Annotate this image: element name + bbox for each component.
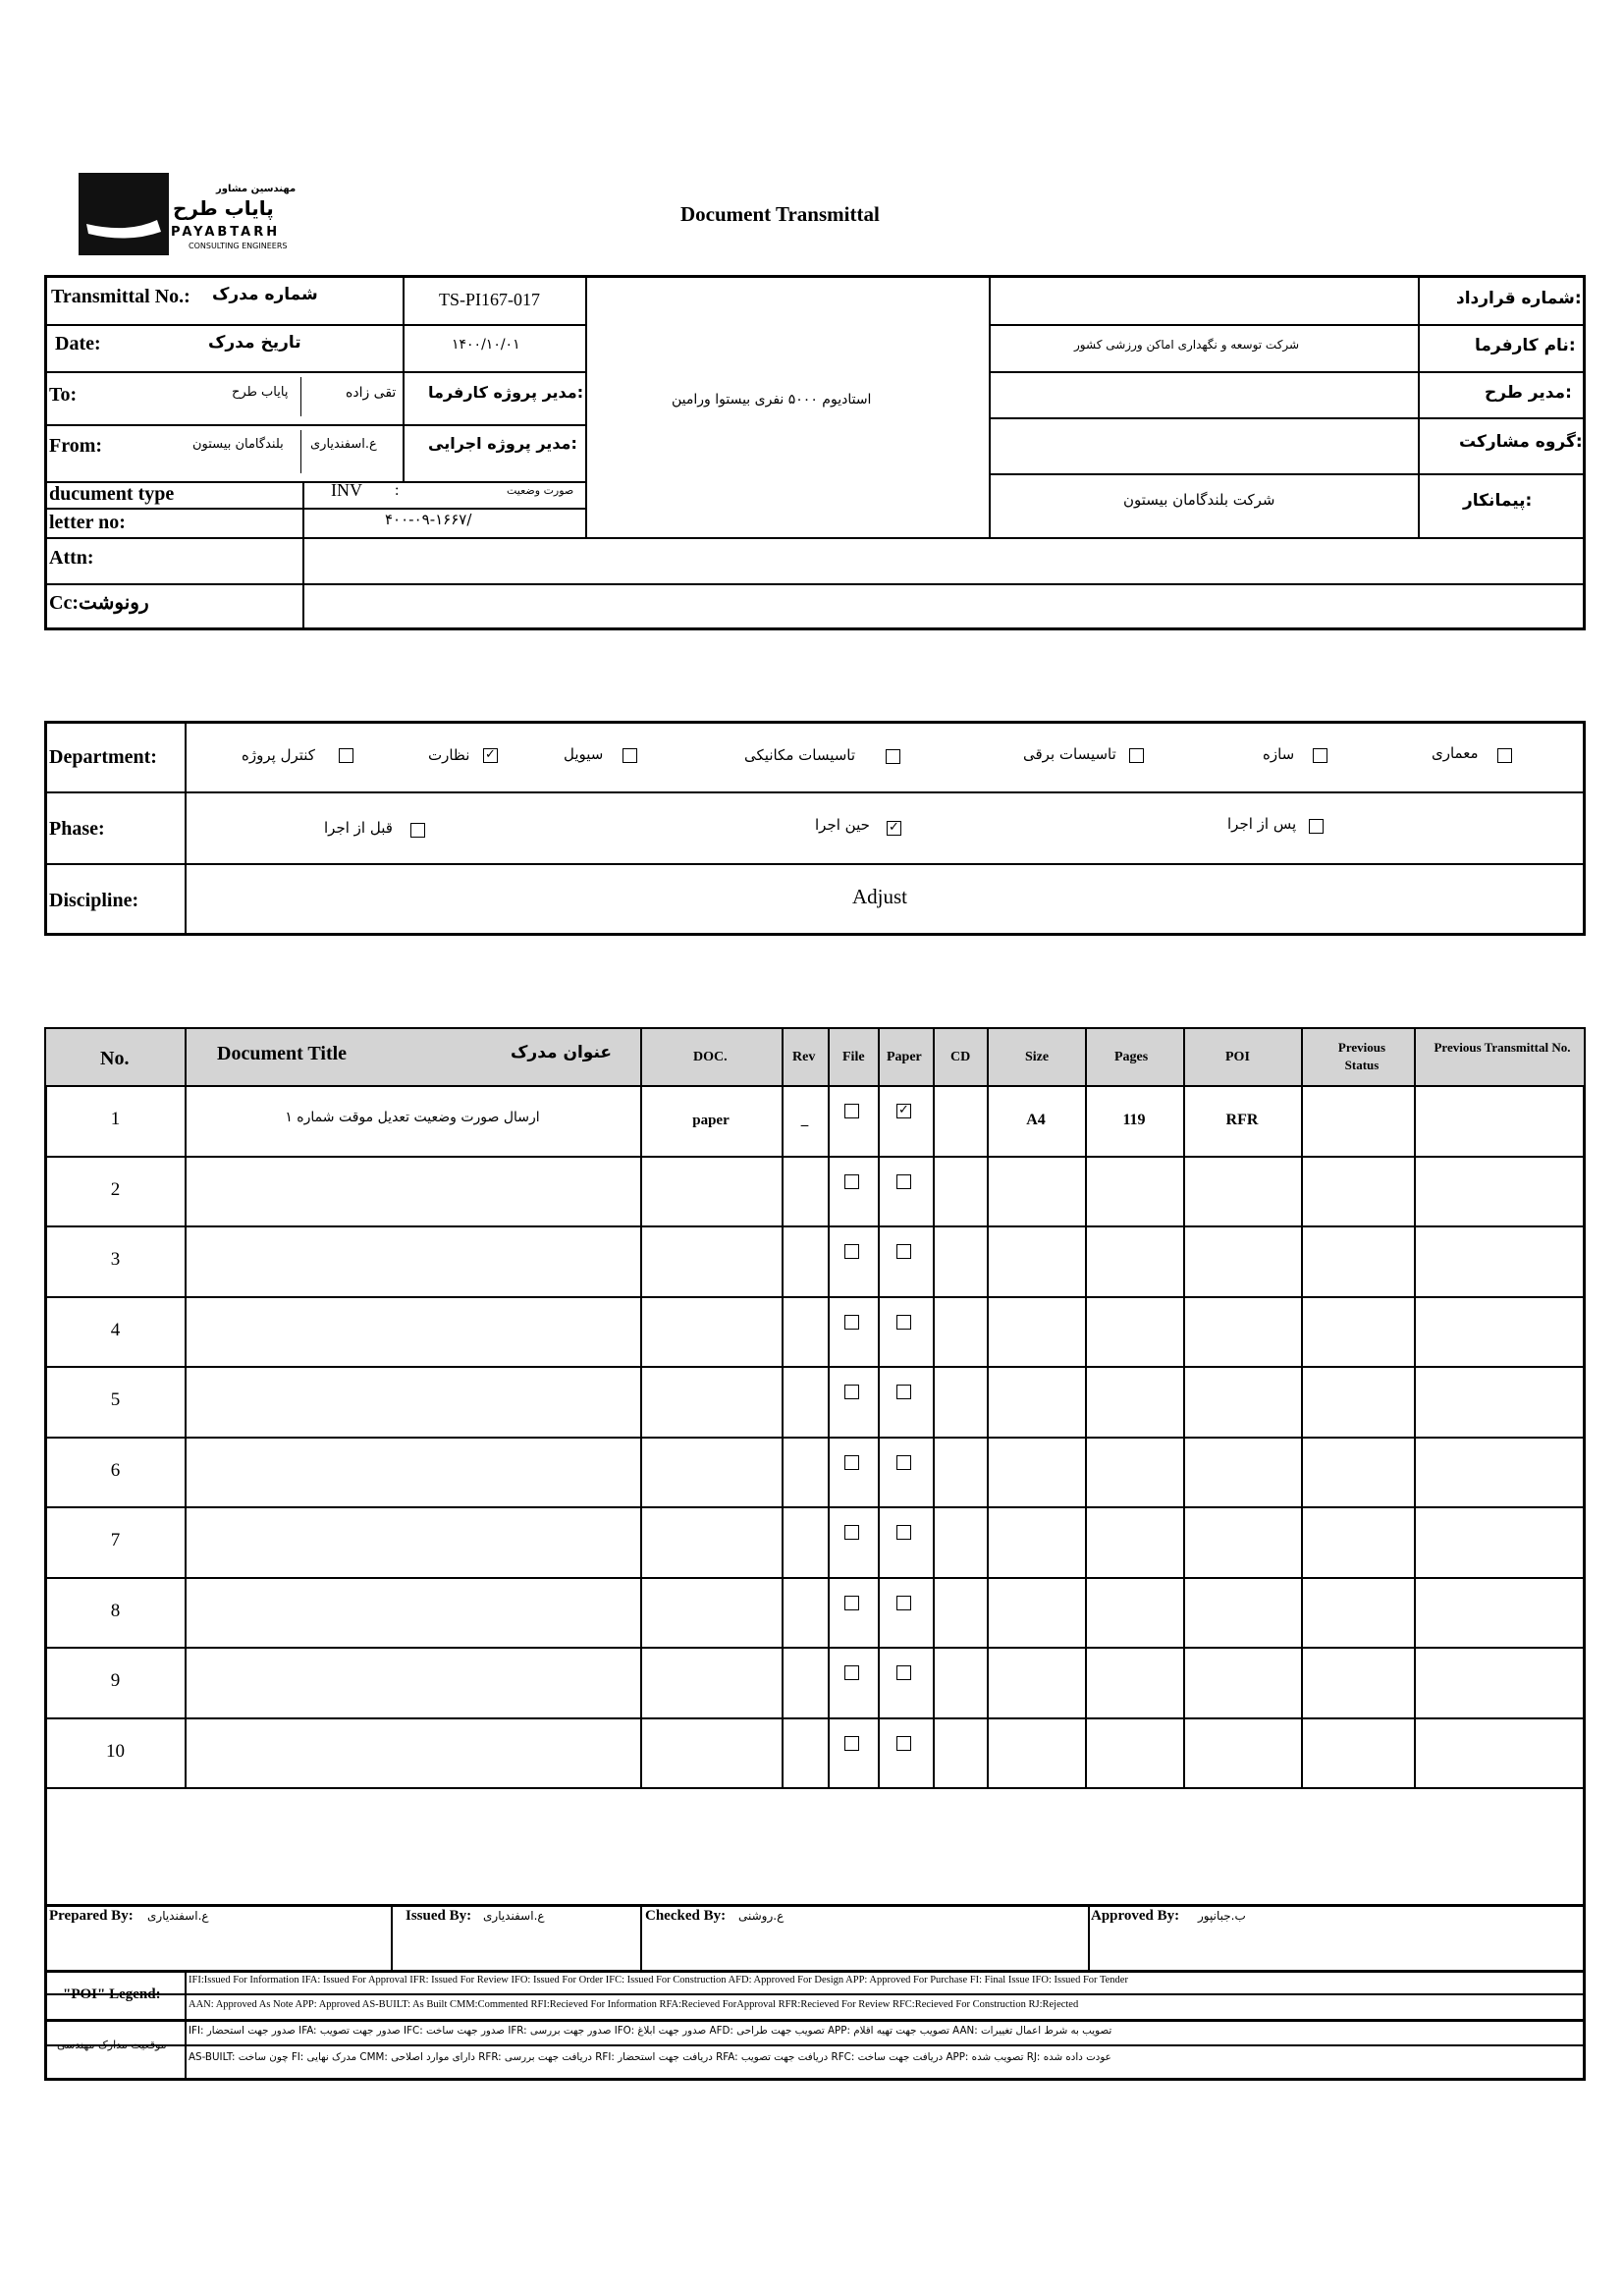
partner-label: گروه مشارکت:	[1459, 432, 1583, 452]
legend-fa-label: موقعیت مدارک مهندسی	[57, 2039, 167, 2051]
dept-label-supervision: نظارت	[428, 746, 470, 764]
department-label: Department:	[49, 746, 157, 768]
document-table	[44, 1027, 1586, 2081]
dept-checkbox-civil[interactable]	[623, 748, 637, 763]
phase-label-during: حین اجرا	[815, 816, 870, 834]
contractor-value: شرکت بلندگامان بیستون	[1123, 491, 1275, 509]
paper-checkbox[interactable]	[896, 1736, 911, 1751]
project-name: استادیوم ۵۰۰۰ نفری بیستوا ورامین	[672, 392, 872, 408]
dept-label-structure: سازه	[1263, 745, 1295, 763]
cell-no: 2	[110, 1178, 121, 1200]
header-size: Size	[1025, 1050, 1050, 1064]
discipline-value: Adjust	[852, 885, 908, 908]
header-no: No.	[100, 1048, 130, 1069]
cell-size: A4	[1026, 1112, 1046, 1129]
legend-label: "POI" Legend:	[63, 1986, 161, 2002]
cell-no: 9	[110, 1670, 121, 1692]
transmittal-label-fa: شماره مدرک	[212, 285, 318, 304]
file-checkbox[interactable]	[844, 1455, 859, 1470]
paper-checkbox[interactable]	[896, 1596, 911, 1610]
file-checkbox[interactable]	[844, 1525, 859, 1540]
prepared-label: Prepared By:	[49, 1908, 134, 1924]
doc-type-colon: :	[395, 482, 400, 499]
contractor-label: پیمانکار:	[1463, 491, 1533, 511]
paper-checkbox[interactable]	[896, 1455, 911, 1470]
checked-label: Checked By:	[645, 1908, 727, 1924]
cell-no: 8	[110, 1600, 121, 1621]
paper-checkbox[interactable]	[896, 1665, 911, 1680]
header-title-en: Document Title	[217, 1043, 348, 1064]
legend-line-3: IFI: صدور جهت استحضار IFA: صدور جهت تصویب IFC: صدور جهت ساخت IFR: صدور جهت بررسی IFO: صدور جهت ابلاغ AFD: تصویب جهت طراحی APP: تصویب جهت تهیه اقلام AAN: تصویب به شرط اعمال تغییرات	[189, 2025, 1112, 2037]
cc-label: Cc:رونوشت	[49, 592, 149, 614]
date-value: ۱۴۰۰/۱۰/۰۱	[452, 337, 520, 353]
logo-fa-name: پایاب طرح	[173, 196, 274, 220]
dept-label-project-control: کنترل پروژه	[242, 746, 315, 764]
header-paper: Paper	[887, 1050, 922, 1064]
paper-checkbox[interactable]	[896, 1385, 911, 1399]
prepared-value: ع.اسفندیاری	[147, 1909, 209, 1923]
file-checkbox[interactable]	[844, 1104, 859, 1118]
cell-no: 4	[110, 1319, 121, 1340]
to-person: تقی زاده	[346, 385, 397, 401]
cell-no: 5	[110, 1389, 121, 1411]
cell-no: 1	[110, 1109, 121, 1130]
attn-label: Attn:	[49, 547, 94, 569]
header-rev: Rev	[792, 1050, 816, 1064]
logo-en-sub: CONSULTING ENGINEERS	[189, 242, 288, 250]
dept-checkbox-structure[interactable]	[1313, 748, 1327, 763]
header-pages: Pages	[1114, 1050, 1149, 1064]
logo-en-name: PAYABTARH	[171, 225, 281, 240]
to-company: پایاب طرح	[232, 385, 289, 400]
dept-checkbox-supervision[interactable]: ✓	[483, 748, 498, 763]
file-checkbox[interactable]	[844, 1665, 859, 1680]
logo-fa-top: مهندسین مشاور	[216, 184, 297, 194]
phase-label-before: قبل از اجرا	[324, 819, 393, 837]
contract-no-label: شماره قرارداد:	[1456, 289, 1582, 308]
transmittal-label: Transmittal No.:	[51, 286, 190, 307]
checked-value: ع.روشنی	[738, 1909, 785, 1923]
legend-line-4: AS-BUILT: چون ساخت FI: مدرک نهایی CMM: دارای موارد اصلاحی RFR: دریافت جهت بررسی RFI: دریافت جهت استحضار RFA: دریافت جهت تصویب RFC: دریافت جهت ساخت APP: تصویب شده RJ: عودت داده شده	[189, 2051, 1111, 2063]
file-checkbox[interactable]	[844, 1736, 859, 1751]
client-label: نام کارفرما:	[1475, 336, 1576, 355]
phase-label-after: پس از اجرا	[1227, 815, 1297, 833]
cell-rev: _	[800, 1112, 809, 1128]
cell-no: 6	[110, 1459, 121, 1481]
file-checkbox[interactable]	[844, 1244, 859, 1259]
dept-checkbox-mechanical[interactable]	[886, 749, 900, 764]
from-role: مدیر پروژه اجرایی:	[428, 434, 577, 453]
file-checkbox[interactable]	[844, 1315, 859, 1330]
paper-checkbox[interactable]: ✓	[896, 1104, 911, 1118]
cell-doc: paper	[692, 1112, 730, 1128]
cell-no: 3	[110, 1249, 121, 1271]
info-block	[44, 275, 1586, 630]
file-checkbox[interactable]	[844, 1596, 859, 1610]
paper-checkbox[interactable]	[896, 1315, 911, 1330]
dept-checkbox-architecture[interactable]	[1497, 748, 1512, 763]
cell-poi: RFR	[1225, 1112, 1259, 1129]
to-role: مدیر پروژه کارفرما:	[428, 383, 584, 402]
date-label-fa: تاریخ مدرک	[208, 333, 301, 353]
phase-label: Phase:	[49, 818, 105, 840]
to-label: To:	[49, 384, 78, 406]
designer-label: مدیر طرح:	[1485, 383, 1572, 403]
phase-checkbox-during[interactable]: ✓	[887, 821, 901, 836]
dept-label-mechanical: تاسیسات مکانیکی	[744, 746, 856, 764]
legend-line-2: AAN: Approved As Note APP: Approved AS-BUILT: As Built CMM:Commented RFI:Recieved For Information RFA:Recieved ForApproval RFR:Recieved For Review RFC:Recieved For Construction RJ:Rejected	[189, 1999, 1079, 2010]
dept-checkbox-project-control[interactable]	[339, 748, 353, 763]
approved-value: ب.جبانپور	[1198, 1909, 1246, 1923]
paper-checkbox[interactable]	[896, 1244, 911, 1259]
header-prev-transmittal: Previous Transmittal No.	[1434, 1040, 1571, 1055]
dept-label-architecture: معماری	[1432, 744, 1479, 762]
header-poi: POI	[1225, 1050, 1250, 1064]
header-file: File	[842, 1050, 865, 1064]
paper-checkbox[interactable]	[896, 1525, 911, 1540]
from-company: بلندگامان بیستون	[192, 437, 284, 452]
page-title: Document Transmittal	[680, 202, 880, 226]
file-checkbox[interactable]	[844, 1174, 859, 1189]
dept-checkbox-electrical[interactable]	[1129, 748, 1144, 763]
logo-mark-icon	[79, 173, 169, 255]
header-doc: DOC.	[693, 1050, 728, 1064]
client-value: شرکت توسعه و نگهداری اماکن ورزشی کشور	[1074, 338, 1300, 352]
cell-pages: 119	[1122, 1112, 1146, 1129]
company-logo	[79, 173, 304, 255]
header-cd: CD	[950, 1050, 971, 1064]
dept-label-electrical: تاسیسات برقی	[1023, 745, 1116, 763]
letter-value: ۴۰۰-۰۹-۱۶۶۷/	[385, 511, 472, 528]
doc-type-label: ducument type	[49, 483, 175, 505]
legend-line-1: IFI:Issued For Information IFA: Issued For Approval IFR: Issued For Review IFO: Issued For Order IFC: Issued For Construction AFD: Approved For Design APP: Approved For Purchase FI: Final Issue IFO: Issued For Tender	[189, 1975, 1128, 1986]
date-label: Date:	[55, 333, 101, 354]
doc-type-fa: صورت وضعیت	[507, 484, 574, 497]
cell-no: 10	[106, 1740, 125, 1762]
issued-value: ع.اسفندیاری	[483, 1909, 545, 1923]
phase-checkbox-before[interactable]	[410, 823, 425, 838]
dept-label-civil: سیویل	[564, 745, 604, 763]
discipline-label: Discipline:	[49, 890, 139, 911]
header-prev-status: Previous Status	[1337, 1040, 1386, 1072]
from-person: ع.اسفندیاری	[310, 437, 377, 452]
transmittal-value: TS-PI167-017	[439, 290, 540, 309]
paper-checkbox[interactable]	[896, 1174, 911, 1189]
cell-no: 7	[110, 1530, 121, 1551]
issued-label: Issued By:	[406, 1908, 472, 1924]
approved-label: Approved By:	[1091, 1908, 1180, 1924]
letter-label: letter no:	[49, 512, 126, 533]
from-label: From:	[49, 435, 103, 457]
cell-title: ارسال صورت وضعیت تعدیل موقت شماره ۱	[285, 1110, 540, 1126]
doc-type-value: INV	[331, 480, 362, 500]
header-title-fa: عنوان مدرک	[511, 1043, 613, 1062]
file-checkbox[interactable]	[844, 1385, 859, 1399]
phase-checkbox-after[interactable]	[1309, 819, 1324, 834]
